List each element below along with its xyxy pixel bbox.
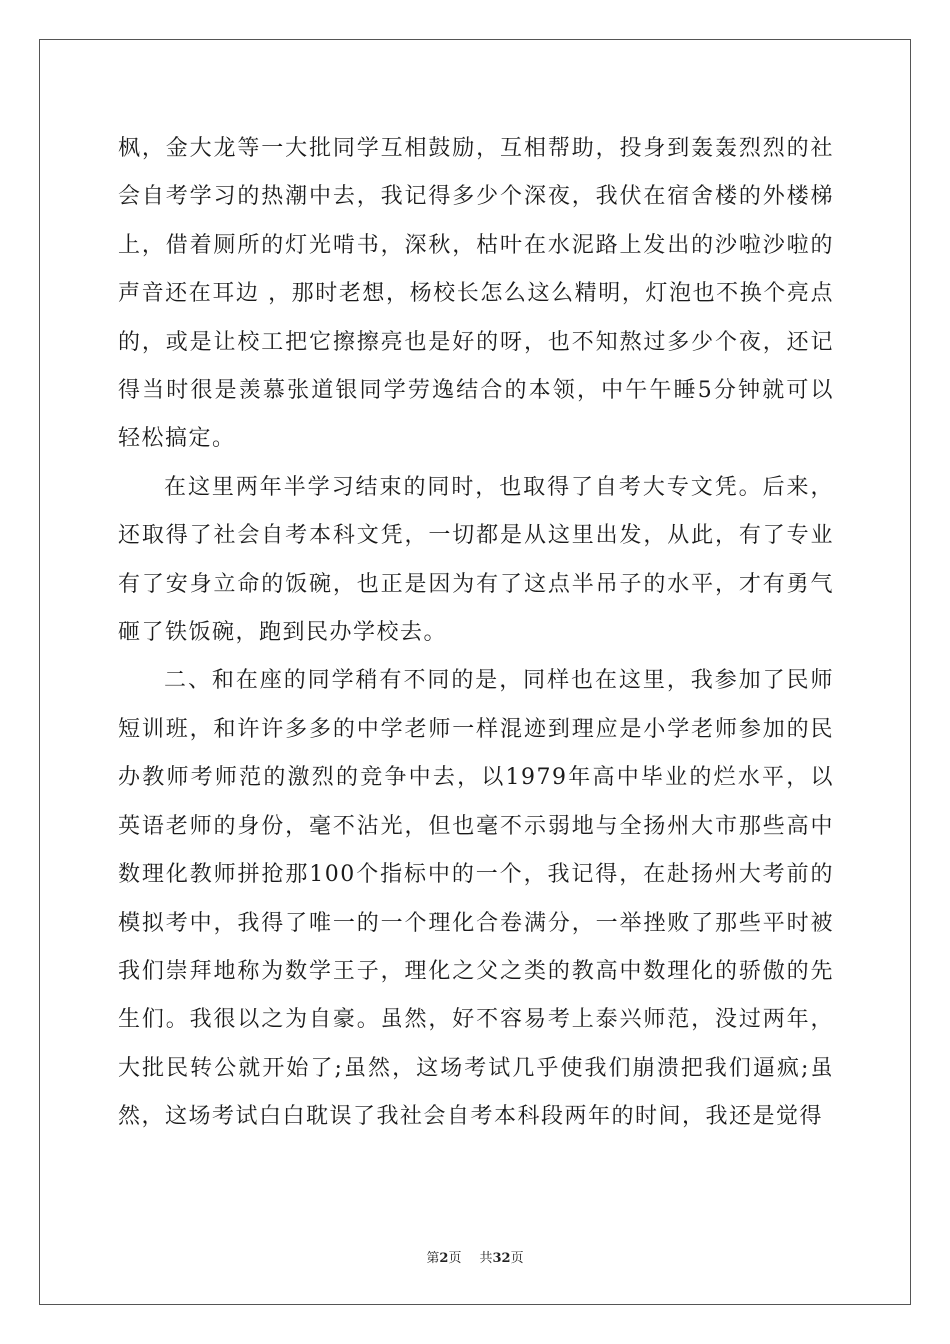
total-suffix: 页 — [510, 1251, 524, 1266]
paragraph-1: 枫，金大龙等一大批同学互相鼓励，互相帮助，投身到轰轰烈烈的社会自考学习的热潮中去，我记得多少个深夜，我伏在宿舍楼的外楼梯上，借着厕所的灯光啃书，深秋，枯叶在水泥路上发出的沙啦沙啦的声音还在耳边 ，那时老想，杨校长怎么这么精明，灯泡也不换个亮点的，或是让校工把它擦擦亮也是好的呀，也不知熬过多少个夜，还记得当时很是羡慕张道银同学劳逸结合的本领，中午午睡5分钟就可以轻松搞定。 — [118, 136, 834, 452]
document-body — [118, 125, 834, 1142]
page-prefix: 第 — [426, 1251, 440, 1266]
page-footer — [0, 1247, 950, 1266]
paragraph-2: 在这里两年半学习结束的同时，也取得了自考大专文凭。后来，还取得了社会自考本科文凭，一切都是从这里出发，从此，有了专业有了安身立命的饭碗，也正是因为有了这点半吊子的水平，才有勇气砸了铁饭碗，跑到民办学校去。 — [118, 474, 834, 646]
total-prefix: 共 — [479, 1251, 493, 1266]
total-pages: 32 — [492, 1251, 511, 1266]
page-number: 2 — [439, 1251, 449, 1266]
paragraph-3: 二、和在座的同学稍有不同的是，同样也在这里，我参加了民师短训班，和许许多多的中学老师一样混迹到理应是小学老师参加的民办教师考师范的激烈的竞争中去，以1979年高中毕业的烂水平，以英语老师的身份，毫不沾光，但也毫不示弱地与全扬州大市那些高中数理化教师拼抢那100个指标中的一个，我记得，在赴扬州大考前的模拟考中，我得了唯一的一个理化合卷满分，一举挫败了那些平时被我们崇拜地称为数学王子，理化之父之类的教高中数理化的骄傲的先生们。我很以之为自豪。虽然，好不容易考上泰兴师范，没过两年，大批民转公就开始了;虽然，这场考试几乎使我们崩溃把我们逼疯;虽然，这场考试白白耽误了我社会自考本科段两年的时间，我还是觉得 — [118, 668, 834, 1130]
page-suffix: 页 — [448, 1251, 462, 1266]
